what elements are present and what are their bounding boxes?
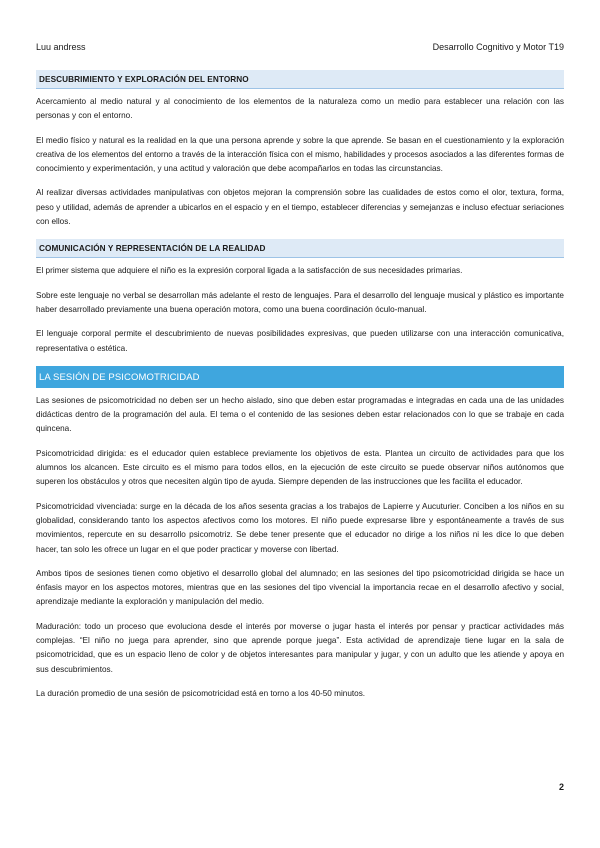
paragraph: Maduración: todo un proceso que evoluciona desde el interés por moverse o jugar hasta el interés por pensar y practicar actividades más complejas. “El niño no juega para aprender, sino que aprende porque juega”. Esta actividad de aprendizaje tiene lugar en la sala de psicomotricidad, que es un espacio lleno de color y de objetos interesantes para manipular y jugar, y con un adulto que les atiende y apoya en sus descubrimientos. — [36, 621, 564, 674]
paragraph: Sobre este lenguaje no verbal se desarrollan más adelante el resto de lenguajes. Para el desarrollo del lenguaje musical y plástico es importante haber desarrollado previamente una buena operación motora, como una buena coordinación óculo-manual. — [36, 290, 564, 314]
paragraph: Psicomotricidad vivenciada: surge en la década de los años sesenta gracias a los trabajos de Lapierre y Aucuturier. Conciben a los niños en su globalidad, considerando tanto los aspectos afectivos como los motores. El niño puede expresarse libre y espontáneamente a través de sus movimientos, repercute en su desarrollo psicomotriz. Se debe tener presente que el educador no dirige a los niños ni les dice lo que deben hacer, tan solo les ofrece un lugar en el que poder practicar y moverse con libertad. — [36, 501, 564, 554]
section-heading-comunicacion: COMUNICACIÓN Y REPRESENTACIÓN DE LA REALIDAD — [36, 239, 564, 258]
paragraph: El medio físico y natural es la realidad en la que una persona aprende y sobre la que aprende. Se basan en el cuestionamiento y la exploración creativa de los elementos del entorno a través de la interacción física con el mismo, habilidades y procesos asociados a las diferentes formas de conocimiento y experimentación, y una actitud y valoración que debe acompañarlos en todas las circunstancias. — [36, 135, 564, 174]
paragraph: Acercamiento al medio natural y al conocimiento de los elementos de la naturaleza como un medio para establecer una relación con las personas y con el entorno. — [36, 97, 564, 121]
header-course: Desarrollo Cognitivo y Motor T19 — [432, 42, 564, 52]
paragraph: El primer sistema que adquiere el niño es la expresión corporal ligada a la satisfacción de sus necesidades primarias. — [36, 266, 463, 276]
paragraph: Al realizar diversas actividades manipulativas con objetos mejoran la comprensión sobre las cualidades de estos como el olor, textura, forma, peso y utilidad, además de aprender a ubicarlos en el espacio y en el tiempo, establecer diferencias y semejanzas e incluso efectuar seriaciones con ellos. — [36, 188, 564, 227]
section-heading-entorno: DESCUBRIMIENTO Y EXPLORACIÓN DEL ENTORNO — [36, 70, 564, 89]
header-author: Luu andress — [36, 42, 86, 52]
paragraph: Las sesiones de psicomotricidad no deben ser un hecho aislado, sino que deben estar programadas e integradas en cada una de las unidades didácticas dentro de la programación del aula. El tema o el contenido de las sesiones deben estar relacionados con lo que se trabaje en cada quincena. — [36, 395, 564, 434]
paragraph: Ambos tipos de sesiones tienen como objetivo el desarrollo global del alumnado; en las sesiones del tipo psicomotricidad dirigida se hace un énfasis mayor en los aspectos motores, mientras que en las sesiones del tipo vivencial la importancia recae en el desarrollo afectivo y social, aprendizaje mediante la exploración y manipulación del medio. — [36, 568, 564, 607]
paragraph: Psicomotricidad dirigida: es el educador quien establece previamente los objetivos de esta. Plantea un circuito de actividades para que los alumnos los alcancen. Este circuito es el mismo para todos ellos, en la ejecución de este circuito se puede observar niños autónomos que superen los obstáculos y otros que necesiten algún tipo de ayuda. Siempre dependen de las instrucciones que les facilita el educador. — [36, 448, 564, 487]
page-header — [36, 42, 564, 56]
page-number: 2 — [558, 782, 564, 792]
section-heading-psicomotricidad: LA SESIÓN DE PSICOMOTRICIDAD — [36, 366, 564, 388]
paragraph: La duración promedio de una sesión de psicomotricidad está en torno a los 40-50 minutos. — [36, 688, 366, 698]
paragraph: El lenguaje corporal permite el descubrimiento de nuevas posibilidades expresivas, que pueden utilizarse con una interacción comunicativa, representativa o estética. — [36, 329, 564, 353]
page-content — [36, 70, 564, 711]
